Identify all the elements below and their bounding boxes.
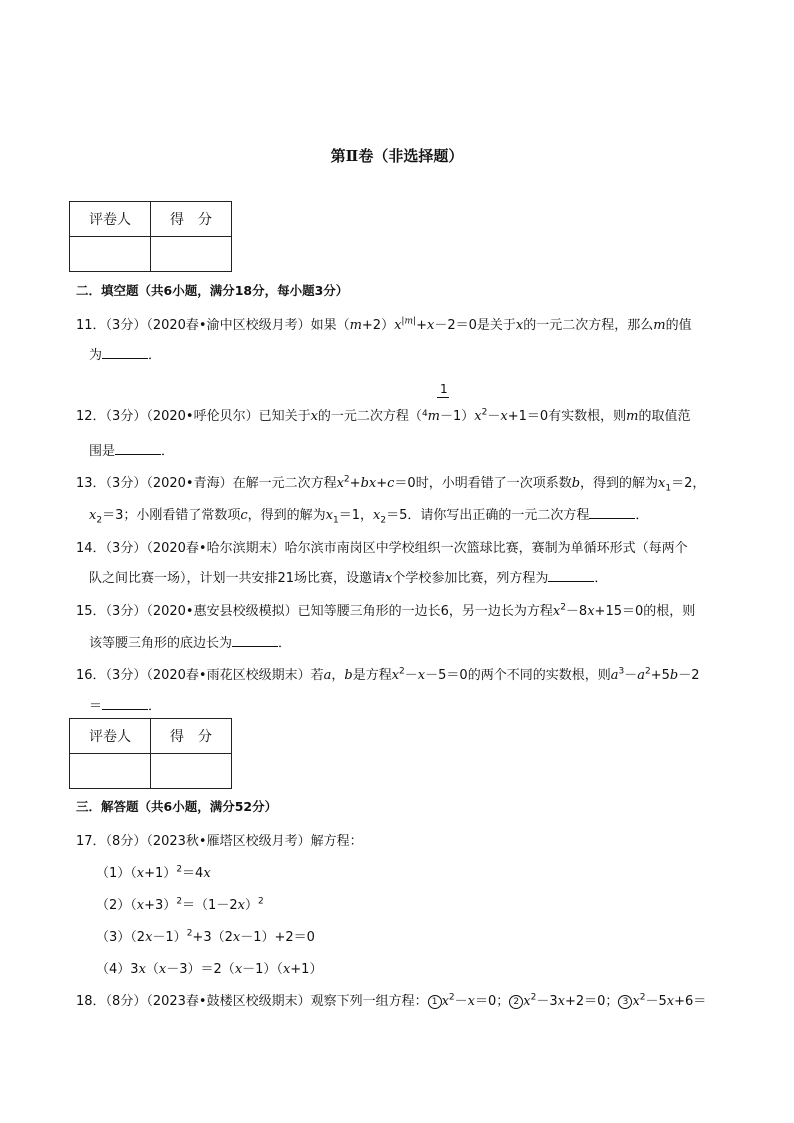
question-12: 12．（3分）（2020•呼伦贝尔）已知关于x的一元二次方程$(^4m-1)x^2-x+1=0$有实数根，则m的取值范 [76,407,691,424]
answer-blank[interactable] [102,347,148,359]
score-table-grader-header: 评卷人 [70,202,151,237]
score-table-1 [69,201,232,272]
question-17-item-4: （4）3x（x－3）＝2（x－1）（x+1） [96,962,323,977]
question-12-line2: 围是 ． [89,444,175,459]
circled-3: 3 [618,995,632,1009]
circled-1: 1 [428,995,442,1009]
score-table-grader-cell[interactable] [70,754,151,789]
page-title: 第Ⅱ卷（非选择题） [330,147,464,165]
circled-2: 2 [509,995,523,1009]
score-table-score-cell[interactable] [151,754,232,789]
question-14-line2: 队之间比赛一场），计划一共安排21场比赛，设邀请x个学校参加比赛，列方程为 ． [89,571,608,586]
question-11-line2: 为 ． [89,348,162,363]
answer-blank[interactable] [589,507,635,519]
question-18: 18．（8分）（2023春•鼓楼区校级期末）观察下列一组方程： 1 $x^2-x=0$； 2 $x^2-3x+2=0$； 3 $x^2-5x+6=$ [76,992,707,1009]
question-17-item-2: $(2)(x+3)^2=(1-2x)^2$ [96,896,264,913]
question-13-line2: $x_2=3$；小刚看错了常数项c，得到的解为$x_1=1$，$x_2=5$．请你写出正确的一元二次方程 ． [89,508,649,526]
question-17-item-3: $(3)(2x-1)^2+3(2x-1)+2=0$ [96,928,315,945]
question-17: 17．（8分）（2023秋•雁塔区校级月考）解方程： [76,834,363,849]
question-15: 15．（3分）（2020•惠安县校级模拟）已知等腰三角形的一边长6，另一边长为方程$x^2-8x+15=0$的根，则 [76,602,696,619]
answer-blank[interactable] [115,443,161,455]
answer-blank[interactable] [548,570,594,582]
question-16-line2: ＝ ． [89,699,162,714]
score-table-score-header: 得 分 [151,719,232,754]
question-17-item-1: $(1)(x+1)^2=4x$ [96,864,211,881]
answer-blank[interactable] [102,698,148,710]
question-11: 11．（3分）（2020春•渝中区校级月考）如果$(m+2)x^{|m|}+x-2=0$是关于x的一元二次方程，那么m的值 [76,316,692,333]
fraction-bar [437,397,449,398]
question-15-line2: 该等腰三角形的底边长为 ． [89,636,292,651]
fraction-numerator: 1 [440,382,448,396]
section-fill-in-heading: 二．填空题（共6小题，满分18分，每小题3分） [76,283,349,298]
question-16: 16．（3分）（2020春•雨花区校级期末）若a，b是方程$x^2-x-5=0$的两个不同的实数根，则$a^3-a^2+5b-2$ [76,666,700,683]
score-table-score-cell[interactable] [151,237,232,272]
answer-blank[interactable] [232,635,278,647]
score-table-grader-header: 评卷人 [70,719,151,754]
score-table-score-header: 得 分 [151,202,232,237]
section-answer-heading: 三．解答题（共6小题，满分52分） [76,799,278,814]
question-13: 13．（3分）（2020•青海）在解一元二次方程$x^2+bx+c=0$时，小明看错了一次项系数b，得到的解为$x_1=2$， [76,474,706,494]
score-table-grader-cell[interactable] [70,237,151,272]
question-14: 14．（3分）（2020春•哈尔滨期末）哈尔滨市南岗区中学校组织一次篮球比赛，赛制为单循环形式（每两个 [76,541,688,556]
score-table-2 [69,718,232,789]
